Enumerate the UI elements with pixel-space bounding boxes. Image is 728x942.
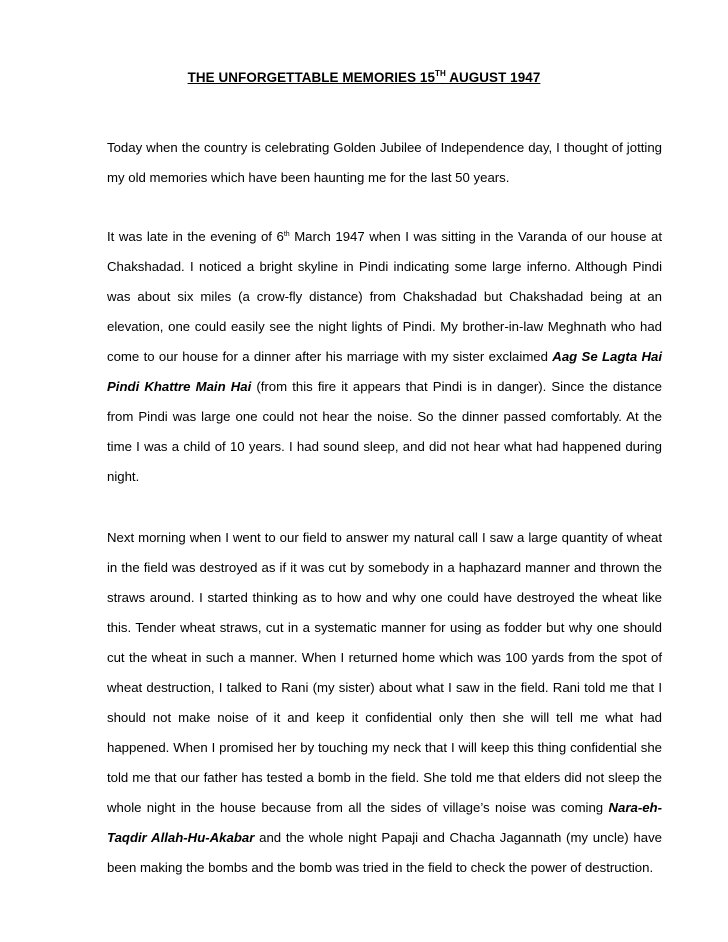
document-title [0,70,728,85]
paragraph-2 [107,222,662,492]
title-superscript: TH [435,69,446,78]
paragraph-2-superscript: th [283,231,290,238]
paragraph-2-emphasis: Aag Se Lagta Hai Pindi Khattre Main Hai [107,349,662,394]
paragraph-3-part-2: and the whole night Papaji and Chacha Jagannath (my uncle) have been making the bombs and the bomb was tried in the field to check the power of destruction. [107,830,662,875]
title-main: THE UNFORGETTABLE MEMORIES 15 [187,70,436,85]
paragraph-3 [107,523,662,883]
paragraph-1: Today when the country is celebrating Golden Jubilee of Independence day, I thought of jotting my old memories which have been haunting me for the last 50 years. [107,140,662,185]
title-tail: AUGUST 1947 [445,70,541,85]
paragraph-2-part-2: March 1947 when I was sitting in the Varanda of our house at Chakshadad. I noticed a bright skyline in Pindi indicating some large inferno. Although Pindi was about six miles (a crow-fly distance) from Chakshadad but Chakshadad being at an elevation, one could easily see the night lights of Pindi. My brother-in-law Meghnath who had come to our house for a dinner after his marriage with my sister exclaimed [107,229,662,364]
paragraph-2-part-1: It was late in the evening of 6 [107,229,284,244]
paragraph-3-part-1: Next morning when I went to our field to answer my natural call I saw a large quantity of wheat in the field was destroyed as if it was cut by somebody in a haphazard manner and thrown the straws around. I started thinking as to how and why one could have destroyed the wheat like this. Tender wheat straws, cut in a systematic manner for using as fodder but why one should cut the wheat in such a manner. When I returned home which was 100 yards from the spot of wheat destruction, I talked to Rani (my sister) about what I saw in the field. Rani told me that I should not make noise of it and keep it confidential only then she will tell me what had happened. When I promised her by touching my neck that I will keep this thing confidential she told me that our father has tested a bomb in the field. She told me that elders did not sleep the whole night in the house because from all the sides of village’s noise was coming [107,530,662,815]
paragraph-3-emphasis: Nara-eh-Taqdir Allah-Hu-Akabar [107,800,662,845]
paragraph-2-part-3: (from this fire it appears that Pindi is in danger). Since the distance from Pindi was large one could not hear the noise. So the dinner passed comfortably. At the time I was a child of 10 years. I had sound sleep, and did not hear what had happened during night. [107,379,663,484]
